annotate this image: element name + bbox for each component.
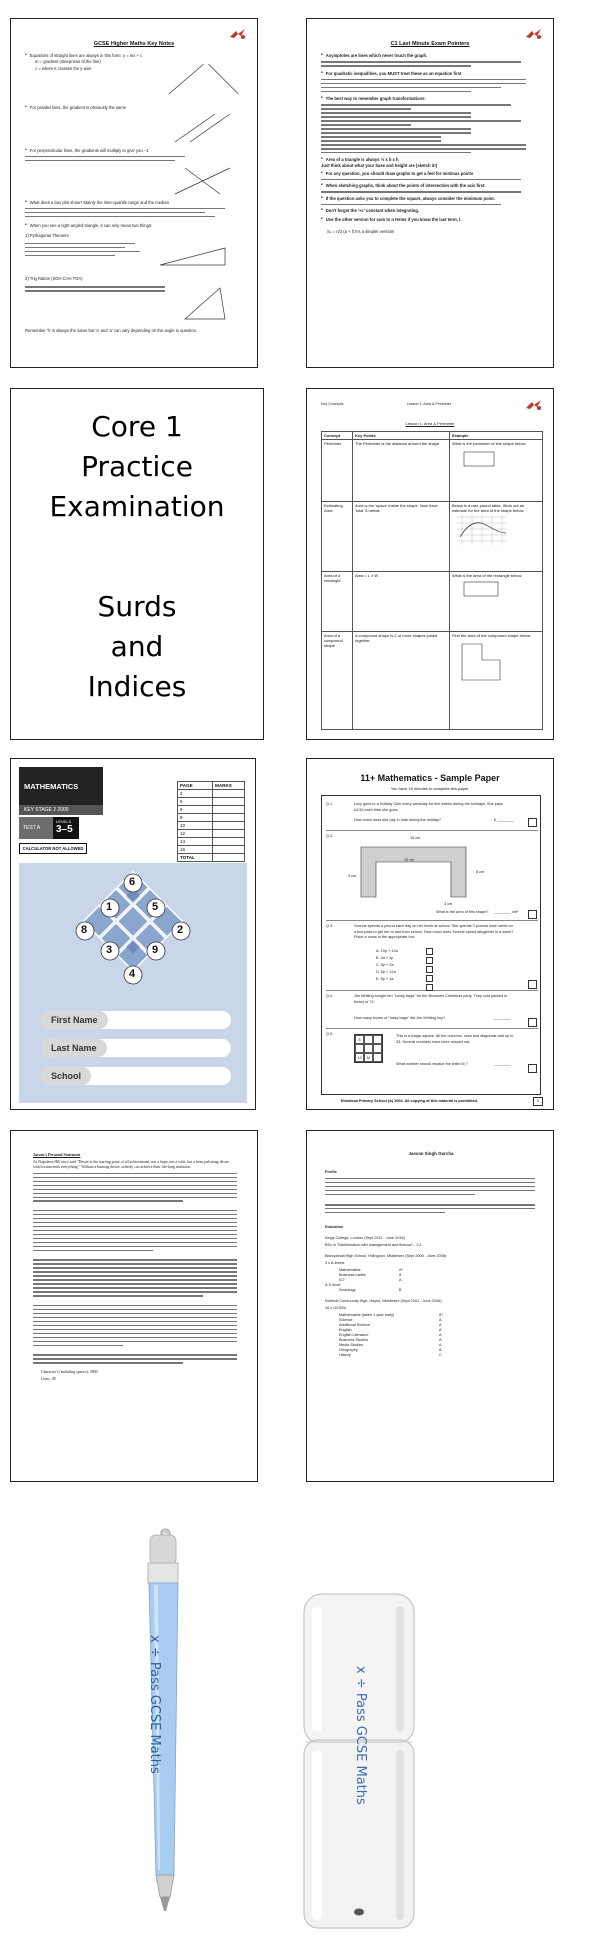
row-estimating-example: Below is a rare pound table. Work out an estimate for the area of the shape below. xyxy=(452,503,525,513)
personal-statement-card[interactable] xyxy=(10,1130,258,1482)
cv-bishopshalt: Bishopshalt High School, Hillingdon, Middlesex (Sept 2006 - June 2008) xyxy=(325,1254,447,1259)
core-line-3: Examination xyxy=(49,490,225,523)
statement-title: Jasvan's Personal Statement xyxy=(33,1153,81,1157)
question-3: Q.3. Yvonne spends a pound each day on her lunch at school. She spends 2 pounds each week on a bus pass to get her to and from school. How much does Yvonne spend altogether in a week? Place a cross in the appropriate box. A. 10p + 12a B. 4d + 1p C. 5p + 2a D. 5p + 12a E. 5p + 1a xyxy=(326,924,538,991)
diamond-number: 3 xyxy=(106,944,113,956)
question-5: Q.5. 8 13 M This is a magic square. All the columns, rows and diagonals add up to 33. Several numbers have been missed out. What number should replace the letter M ? ________ xyxy=(326,1032,514,1066)
grid-shape xyxy=(452,513,512,549)
statement-intro: As Napoleon Hill once said "Desire is the starting point of all achievement, not a hope, not a wish, but a keen pulsating desire which transcends everything." Without a burning desire, nobody can achieve their life-long ambition. xyxy=(33,1160,229,1169)
u-shape-diagram xyxy=(356,842,476,902)
col-concept: Concept xyxy=(322,432,353,440)
cv-northolt: Northolt Community High, Hayes, Middlesex (Sept 2001 - June 2006) xyxy=(325,1299,442,1304)
cv-name: Jasvan Singh Gurcha xyxy=(408,1151,454,1156)
pointer-constant: • Don't forget the '+c' constant when integrating. xyxy=(321,208,539,214)
note-straight-lines: • Equations of straight lines are always in this form: y = mx + c xyxy=(25,53,243,59)
header-left: Key Concepts xyxy=(321,402,344,406)
option-checkbox[interactable] xyxy=(426,966,433,973)
core1-exam-card[interactable] xyxy=(10,388,264,740)
pointer-formula: Sₙ = n/2 (a + l) It's a simpler version! xyxy=(327,228,395,234)
cv-education-heading: Education xyxy=(325,1225,344,1230)
branded-pen[interactable] xyxy=(120,1525,210,1915)
option-d: D. 5p + 12a xyxy=(376,970,396,974)
page-title: GCSE Higher Maths Key Notes xyxy=(93,41,175,47)
option-checkbox[interactable] xyxy=(426,984,433,991)
col-key-points: Key Points xyxy=(353,432,450,440)
row-perimeter-key: The Perimeter is the distance around the shape. xyxy=(353,440,450,502)
answer-box[interactable] xyxy=(528,1018,537,1027)
subject-banner: MATHEMATICS xyxy=(19,767,103,805)
pen-graphic xyxy=(120,1525,210,1915)
option-checkbox[interactable] xyxy=(426,975,433,982)
parallel-lines-diagram xyxy=(25,110,245,146)
perpendicular-diagram xyxy=(25,164,245,198)
pointer-base-height: Just think about what your base and height are (sketch it!) xyxy=(321,163,438,169)
note-parallel: • For parallel lines, the gradient is obviously the same xyxy=(25,105,243,111)
note-trig: 2) Trig Ratios (SOH CAH TOA) xyxy=(25,276,83,282)
option-a: A. 10p + 12a xyxy=(376,949,398,953)
pointer-sum-terms: • Use the other version for sum to n terms if you know the last term, l. xyxy=(321,217,539,223)
key-stage: KEY STAGE 2 2000 xyxy=(19,805,103,815)
ks2-maths-test-card[interactable] xyxy=(10,758,256,1110)
page-number: 1 xyxy=(533,1097,543,1106)
cv-alevel-list: Mathematics A* Business maths A ICT A A.S level: Sociology B xyxy=(325,1268,404,1293)
diamond-number: 9 xyxy=(152,944,159,956)
test-label: TEST A xyxy=(19,817,53,839)
trig-triangle-diagram xyxy=(175,284,235,324)
row-compound-key: A compound shape is 2 or more shapes joined together. xyxy=(353,632,450,730)
pointer-inequalities: • For quadratic inequalities, you MUST treat these as an equation first xyxy=(321,71,539,77)
school-field[interactable]: School xyxy=(41,1067,231,1085)
row-rectangle-key: Area = L x W xyxy=(353,572,450,632)
option-checkbox[interactable] xyxy=(426,957,433,964)
paper-subtitle: You have 15 minutes to complete this paper. xyxy=(390,786,470,791)
cv-card[interactable] xyxy=(306,1130,554,1482)
core-line-1: Core 1 xyxy=(91,410,183,443)
diamond-number: 2 xyxy=(177,924,184,936)
option-e: E. 5p + 1a xyxy=(376,977,394,981)
row-rectangle-example: What is the area of the rectangle below. xyxy=(452,573,523,578)
cv-kings-degree: BSc in "Mathematics with management and finance" - 2:1 xyxy=(325,1243,422,1248)
option-checkbox[interactable] xyxy=(426,948,433,955)
row-perimeter-example: What is the perimeter of this shape below. xyxy=(452,441,527,446)
statement-chars: Character's (including spaces): 3900 xyxy=(41,1369,98,1374)
diamond-number: 6 xyxy=(129,876,136,888)
row-compound-example: Find the area of the compound shape below. xyxy=(452,633,531,638)
eleven-plus-paper-card[interactable] xyxy=(306,758,554,1110)
core-line-4: Surds xyxy=(97,590,177,623)
row-perimeter: Perimeter xyxy=(322,440,353,502)
question-1: Q.1. Lucy goes to a Holiday Club every weekday for five weeks during the holidays. She pays £4.50 each time she goes. How much does she pay in total during the holiday? £ ________ xyxy=(326,802,538,831)
header-right: Lesson 1: Area & Perimeter xyxy=(407,402,451,406)
levels-box: LEVELS 3–5 xyxy=(53,817,79,839)
first-name-field[interactable]: First Name xyxy=(41,1011,231,1029)
c1-exam-pointers-card[interactable] xyxy=(306,18,554,368)
compound-shape xyxy=(452,638,512,688)
magic-square: 8 13 M xyxy=(354,1034,383,1063)
note-pythagoras: 1) Pythagoras Theorem xyxy=(25,232,69,238)
diamond-number: 5 xyxy=(152,901,159,913)
question-4: Q.4. Jim Whiting bought ten "Lucky bags" for the Brownies Christmas party. They cost packed in boxes of 74. How many boxes of "lucky bags" did Jim Whiting buy? ________ xyxy=(326,994,538,1029)
option-b: B. 4d + 1p xyxy=(376,956,394,960)
note-right-triangle: • When you see a right-angled triangle, it can only mean two things: xyxy=(25,223,243,229)
row-estimating-area: Estimating Area xyxy=(322,502,353,572)
logo-icon xyxy=(525,28,543,40)
note-remember: Remember 'h' is always the same but 'o' and 'a' can vary depending on the angle in question. xyxy=(25,327,198,333)
note-perpendicular: • For perpendicular lines, the gradients will multiply to give you −1 xyxy=(25,148,243,154)
pointer-complete-square: • If the question asks you to complete the square, always consider the minimum point. xyxy=(321,196,539,202)
col-example: Example xyxy=(450,432,543,440)
cv-gcses: 10 x GCSEs xyxy=(325,1306,346,1311)
statement-lines: Lines: 48 xyxy=(41,1376,56,1381)
row-estimating-key: Area is the 'space' inside the shape. Now have 'total' 8 needs. xyxy=(353,502,450,572)
line-graph-diagram xyxy=(164,59,243,99)
pointer-sketch-graphs: • For any question, you should draw graphs to get a feel for min/max points xyxy=(321,171,539,177)
last-name-field[interactable]: Last Name xyxy=(41,1039,231,1057)
branded-usb-stick[interactable] xyxy=(300,1590,420,1935)
gcse-key-notes-card[interactable] xyxy=(10,18,258,368)
statement-body xyxy=(33,1173,237,1364)
calculator-note: CALCULATOR NOT ALLOWED xyxy=(19,843,87,854)
answer-box[interactable] xyxy=(528,818,537,827)
logo-icon xyxy=(525,399,543,411)
page-title: C1 Last Minute Exam Pointers xyxy=(390,41,470,47)
pointer-transformations: • The best way to remember graph transformations: xyxy=(321,96,539,102)
marks-table: PAGE MARKS 2 5 6 8 10 12 14 16 TOTAL xyxy=(177,781,245,862)
rectangle-shape xyxy=(452,578,512,604)
answer-box[interactable] xyxy=(528,910,537,919)
questions-frame xyxy=(321,795,541,1095)
answer-box[interactable] xyxy=(528,980,537,989)
note-gradient: m = gradient (steepness of the line) xyxy=(35,58,101,64)
core-line-5: and xyxy=(110,630,164,663)
pointer-asymptotes: • Asymptotes are lines which never touch the graph. xyxy=(321,53,539,59)
lesson-title: Lesson 1: Area & Perimeter xyxy=(405,421,455,426)
paper-title: 11+ Mathematics - Sample Paper xyxy=(360,773,500,783)
answer-box[interactable] xyxy=(528,1064,537,1073)
question-2: Q.2. 15 cm 3 cm 10 cm 8 cm 3 cm What is the area of this shape? ________ cm² xyxy=(326,834,538,921)
concept-table xyxy=(321,431,543,730)
logo-icon xyxy=(229,28,247,40)
pointer-intersections: • When sketching graphs, think about the points of intersection with the axis first. xyxy=(321,183,539,189)
triangle-diagram xyxy=(155,240,235,270)
cv-alevels: 3 x A-levels xyxy=(325,1261,345,1266)
usb-branding: x ÷ Pass GCSE Maths xyxy=(353,1666,368,1805)
option-c: C. 5p + 2a xyxy=(376,963,394,967)
note-box-plot: • What does a box plot show? Mainly the inter-quartile range and the median xyxy=(25,200,243,206)
row-compound: Area of a compound shape xyxy=(322,632,353,730)
cover-panel xyxy=(19,863,247,1103)
diamond-number: 8 xyxy=(81,924,88,936)
area-perimeter-card[interactable] xyxy=(306,388,554,740)
row-rectangle: Area of a rectangle xyxy=(322,572,353,632)
paper-footer: Elmstead Primary School (A) 2004. All copying of this material is prohibited. xyxy=(341,1099,479,1103)
note-intercept: c = where it crosses the y-axis xyxy=(35,66,92,72)
diamond-number: 1 xyxy=(106,901,113,913)
cv-kings: Kings College, London (Sept 2011 - June 2015) xyxy=(325,1236,405,1241)
pointer-triangle-area: • Area of a triangle is always ½ x b x h xyxy=(321,157,539,163)
core-line-2: Practice xyxy=(81,450,193,483)
perimeter-shape xyxy=(452,446,512,476)
cv-profile-heading: Profile xyxy=(325,1170,337,1174)
pen-branding: x ÷ Pass GCSE Maths xyxy=(147,1635,162,1774)
cv-gcse-list: Mathematics (taken 1 year early) A* Science A Additional Science A English A English Literature A Business Studies A Media Studies A Geography A History C xyxy=(339,1313,444,1358)
diamond-number: 4 xyxy=(129,968,136,980)
core-line-6: Indices xyxy=(87,670,187,703)
